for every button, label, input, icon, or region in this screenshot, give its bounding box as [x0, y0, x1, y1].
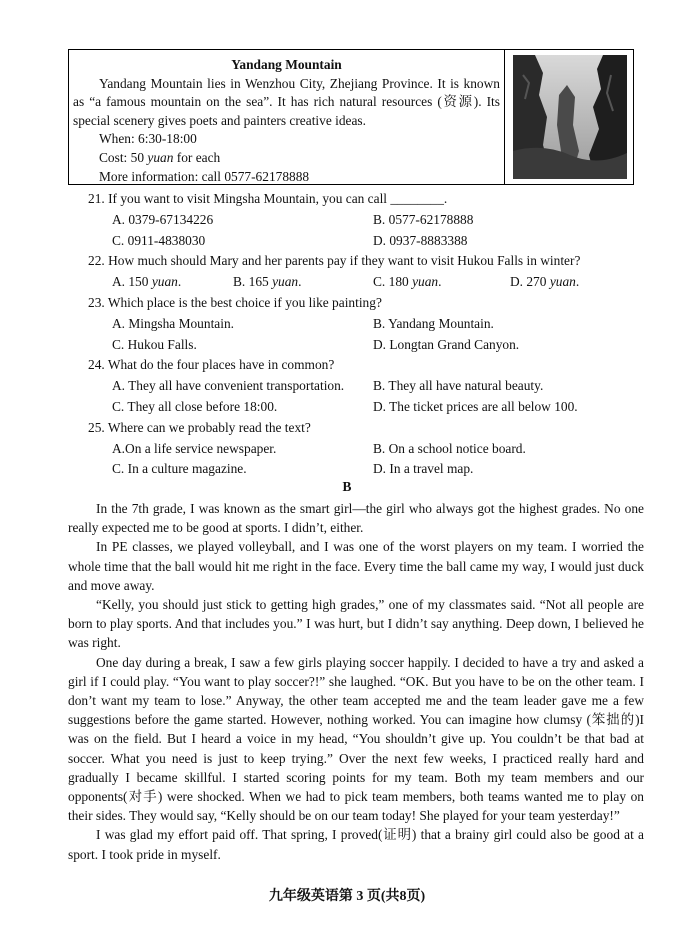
q22-option-d: D. 270 yuan.	[510, 274, 580, 290]
question-25: 25. Where can we probably read the text?	[88, 419, 311, 435]
info-when: When: 6:30-18:00	[99, 131, 197, 147]
info-cost: Cost: 50 yuan for each	[99, 149, 221, 165]
q25-option-a: A.On a life service newspaper.	[112, 440, 277, 456]
passage-paragraph: In the 7th grade, I was known as the smart girl—the girl who always got the highest grades. No one really expected me to be good at sports. I didn’t, either.	[68, 501, 644, 536]
yandang-info-box	[68, 49, 634, 185]
reading-passage-b	[68, 499, 644, 864]
q22-option-c: C. 180 yuan.	[373, 274, 442, 290]
passage-paragraph: I was glad my effort paid off. That spring, I proved(证明) that a brainy girl could also be good at a sport. I took pride in myself.	[68, 827, 644, 862]
q22-option-a: A. 150 yuan.	[112, 274, 182, 290]
q25-option-b: B. On a school notice board.	[373, 440, 526, 456]
page-footer: 九年级英语第 3 页(共8页)	[268, 889, 426, 904]
q23-option-a: A. Mingsha Mountain.	[112, 315, 234, 331]
passage-paragraph: One day during a break, I saw a few girls playing soccer happily. I decided to have a try and asked a girl if I could play. “You want to play soccer?!” she laughed. “OK. But you have to be on the other team. I don’t want my team to lose.” Anyway, the other team accepted me and the team leader gave me a few suggestions before the game started. However, nothing worked. You can imagine how clumsy (笨拙的)I was on the field. But I heard a voice in my head, “You shouldn’t give up. You couldn’t be that bad at soccer. What you need is just to keep trying.” Over the next few weeks, I practiced really hard and gradually I became skillful. I started scoring points for my team. Both my team members and our opponents(对手) were shocked. When we had to pick team members, both teams wanted me to play on their sides. They would say, “Kelly should be on our team today! She played for your team yesterday!”	[68, 654, 644, 824]
passage-paragraph: “Kelly, you should just stick to getting high grades,” one of my classmates said. “Not all people are born to play sports. And that includes you.” I was hurt, but I didn’t say anything. Deep down, I believed he was right.	[68, 597, 644, 651]
mountain-photo	[513, 55, 627, 179]
question-22: 22. How much should Mary and her parents pay if they want to visit Hukou Falls in winter?	[88, 253, 581, 269]
q22-option-b: B. 165 yuan.	[233, 274, 302, 290]
info-description: Yandang Mountain lies in Wenzhou City, Zhejiang Province. It is known as “a famous mountain on the sea”. It has rich natural resources (资源). Its special scenery gives poets and painters creative ideas.	[73, 75, 500, 128]
q24-option-d: D. The ticket prices are all below 100.	[373, 398, 578, 414]
q23-option-c: C. Hukou Falls.	[112, 336, 197, 352]
info-title: Yandang Mountain	[231, 57, 342, 72]
q21-option-b: B. 0577-62178888	[373, 211, 474, 227]
q21-option-d: D. 0937-8883388	[373, 232, 468, 248]
q24-option-c: C. They all close before 18:00.	[112, 398, 278, 414]
q24-option-a: A. They all have convenient transportation.	[112, 378, 345, 394]
question-24: 24. What do the four places have in common?	[88, 357, 335, 373]
question-21: 21. If you want to visit Mingsha Mountain, you can call ________.	[88, 191, 448, 206]
q23-option-d: D. Longtan Grand Canyon.	[373, 336, 520, 352]
q23-option-b: B. Yandang Mountain.	[373, 315, 494, 331]
passage-paragraph: In PE classes, we played volleyball, and I was one of the worst players on my team. I worried the whole time that the ball would hit me right in the face. Every time the ball came my way, I would just duck and move away.	[68, 539, 644, 593]
q21-option-c: C. 0911-4838030	[112, 232, 206, 248]
q25-option-d: D. In a travel map.	[373, 461, 474, 477]
q24-option-b: B. They all have natural beauty.	[373, 378, 544, 394]
q21-option-a: A. 0379-67134226	[112, 211, 214, 227]
info-contact: More information: call 0577-62178888	[99, 168, 310, 184]
section-b-heading: B	[342, 479, 352, 494]
question-23: 23. Which place is the best choice if you like painting?	[88, 294, 382, 310]
questions-21-25	[88, 190, 648, 481]
info-text	[69, 50, 505, 184]
q25-option-c: C. In a culture magazine.	[112, 461, 247, 477]
